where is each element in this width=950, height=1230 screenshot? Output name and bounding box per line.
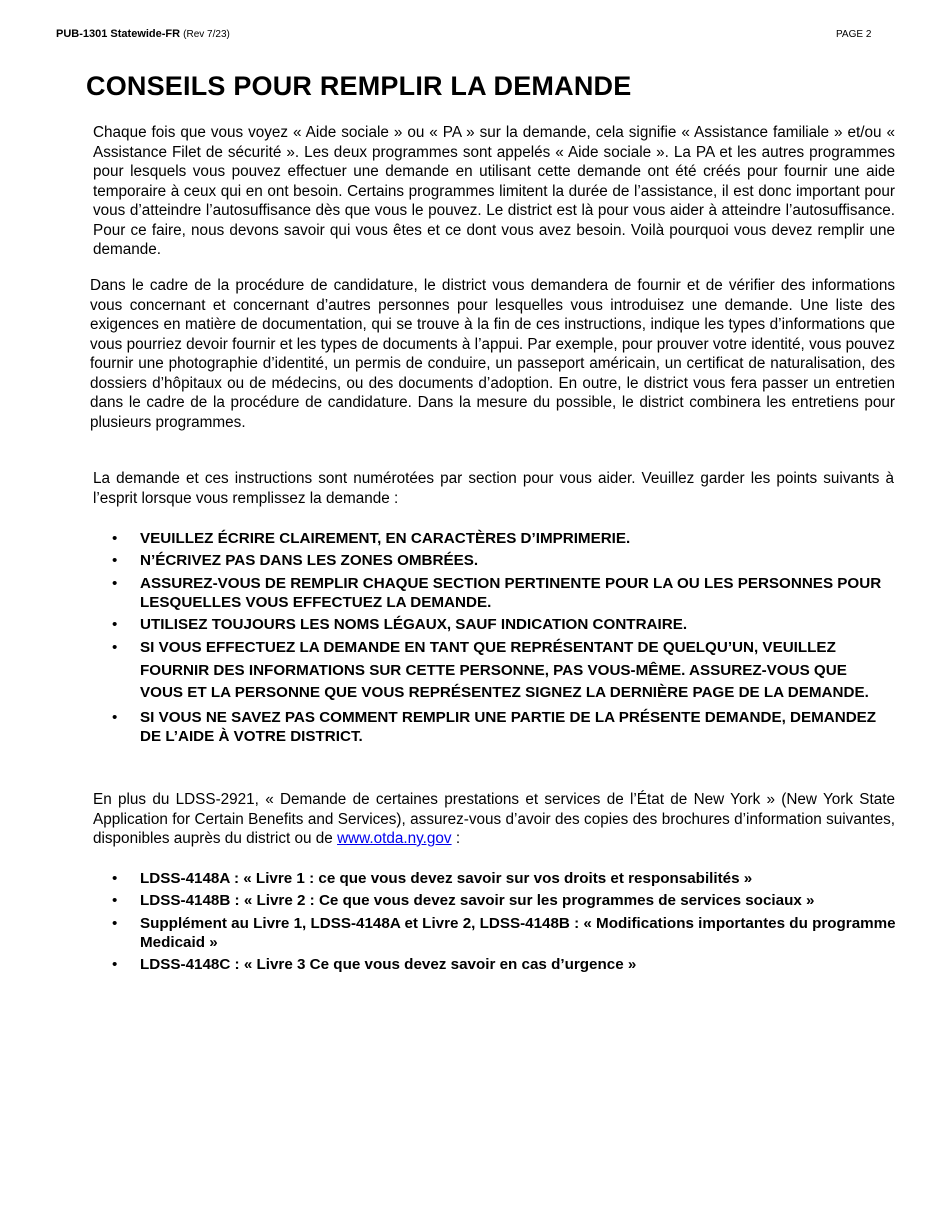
page-number: PAGE 2 (836, 29, 872, 40)
instruction-item: • UTILISEZ TOUJOURS LES NOMS LÉGAUX, SAUF INDICATION CONTRAIRE. (112, 615, 882, 634)
intro-paragraph: Chaque fois que vous voyez « Aide sociale » ou « PA » sur la demande, cela signifie « Assistance familiale » et/ou « Assistance Filet de sécurité ». Les deux programmes sont appelés « Aide sociale ». La PA et les autres programmes pour lesquels vous pouvez effectuer une demande en utilisant cette demande ont été créés pour fournir une aide temporaire à ceux qui en ont besoin. Certains programmes limitent la durée de l’assistance, il est donc important pour vous d’atteindre l’autosuffisance dès que vous le pouvez. Le district est là pour vous aider à atteindre l’autosuffisance. Pour ce faire, nous devons savoir qui vous êtes et ce dont vous avez besoin. Voilà pourquoi vous devez remplir une demande. (93, 124, 895, 258)
brochures-text: En plus du LDSS-2921, « Demande de certaines prestations et services de l’État de New York » (New York State Application for Certain Benefits and Services), assurez-vous d’avoir des copies des brochures d’information suivantes, disponibles auprès du district ou de (93, 791, 895, 847)
brochure-item: • Supplément au Livre 1, LDSS-4148A et Livre 2, LDSS-4148B : « Modifications importantes du programme Medicaid » (112, 914, 912, 953)
brochures-paragraph (93, 790, 895, 849)
instruction-item: • ASSUREZ-VOUS DE REMPLIR CHAQUE SECTION PERTINENTE POUR LA OU LES PERSONNES POUR LESQUELLES VOUS EFFECTUEZ LA DEMANDE. (112, 574, 882, 613)
brochure-item: • LDSS-4148B : « Livre 2 : Ce que vous devez savoir sur les programmes de services sociaux » (112, 891, 912, 910)
page-title: CONSEILS POUR REMPLIR LA DEMANDE (86, 71, 632, 101)
brochures-text-end: : (451, 830, 461, 847)
numbering-paragraph: La demande et ces instructions sont numérotées par section pour vous aider. Veuillez garder les points suivants à l’esprit lorsque vous remplissez la demande : (93, 470, 894, 507)
form-id: PUB-1301 Statewide-FR (56, 28, 181, 40)
brochure-item: • LDSS-4148A : « Livre 1 : ce que vous devez savoir sur vos droits et responsabilités » (112, 869, 912, 888)
instruction-item: • VEUILLEZ ÉCRIRE CLAIREMENT, EN CARACTÈRES D’IMPRIMERIE. (112, 529, 882, 548)
brochure-item: • LDSS-4148C : « Livre 3 Ce que vous devez savoir en cas d’urgence » (112, 955, 912, 974)
process-paragraph: Dans le cadre de la procédure de candidature, le district vous demandera de fournir et de vérifier des informations vous concernant et concernant d’autres personnes pour lesquelles vous introduisez une demande. Une liste des exigences en matière de documentation, qui se trouve à la fin de ces instructions, indique les types d’informations que vous pourriez devoir fournir et les types de documents à l’appui. Par exemple, pour prouver votre identité, vous pouvez fournir une photographie d’identité, un permis de conduire, un passeport américain, un certificat de naturalisation, des dossiers d’hôpitaux ou de médecins, ou des documents d’adoption. En outre, le district vous fera passer un entretien dans le cadre de la procédure de candidature. Dans la mesure du possible, le district combinera les entretiens pour plusieurs programmes. (90, 277, 895, 431)
otda-website-link[interactable]: www.otda.ny.gov (337, 830, 452, 847)
instruction-item: • N’ÉCRIVEZ PAS DANS LES ZONES OMBRÉES. (112, 551, 882, 570)
instruction-item: • SI VOUS NE SAVEZ PAS COMMENT REMPLIR UNE PARTIE DE LA PRÉSENTE DEMANDE, DEMANDEZ DE L’AIDE À VOTRE DISTRICT. (112, 708, 882, 747)
form-revision: (Rev 7/23) (183, 29, 230, 40)
brochures-list (112, 869, 912, 977)
instructions-list (112, 529, 882, 750)
instruction-item: • SI VOUS EFFECTUEZ LA DEMANDE EN TANT QUE REPRÉSENTANT DE QUELQU’UN, VEUILLEZ FOURNIR DES INFORMATIONS SUR CETTE PERSONNE, PAS VOUS-MÊME. ASSUREZ-VOUS QUE VOUS ET LA PERSONNE QUE VOUS REPRÉSENTEZ SIGNEZ LA DERNIÈRE PAGE DE LA DEMANDE. (112, 637, 882, 705)
form-identifier (56, 28, 230, 40)
